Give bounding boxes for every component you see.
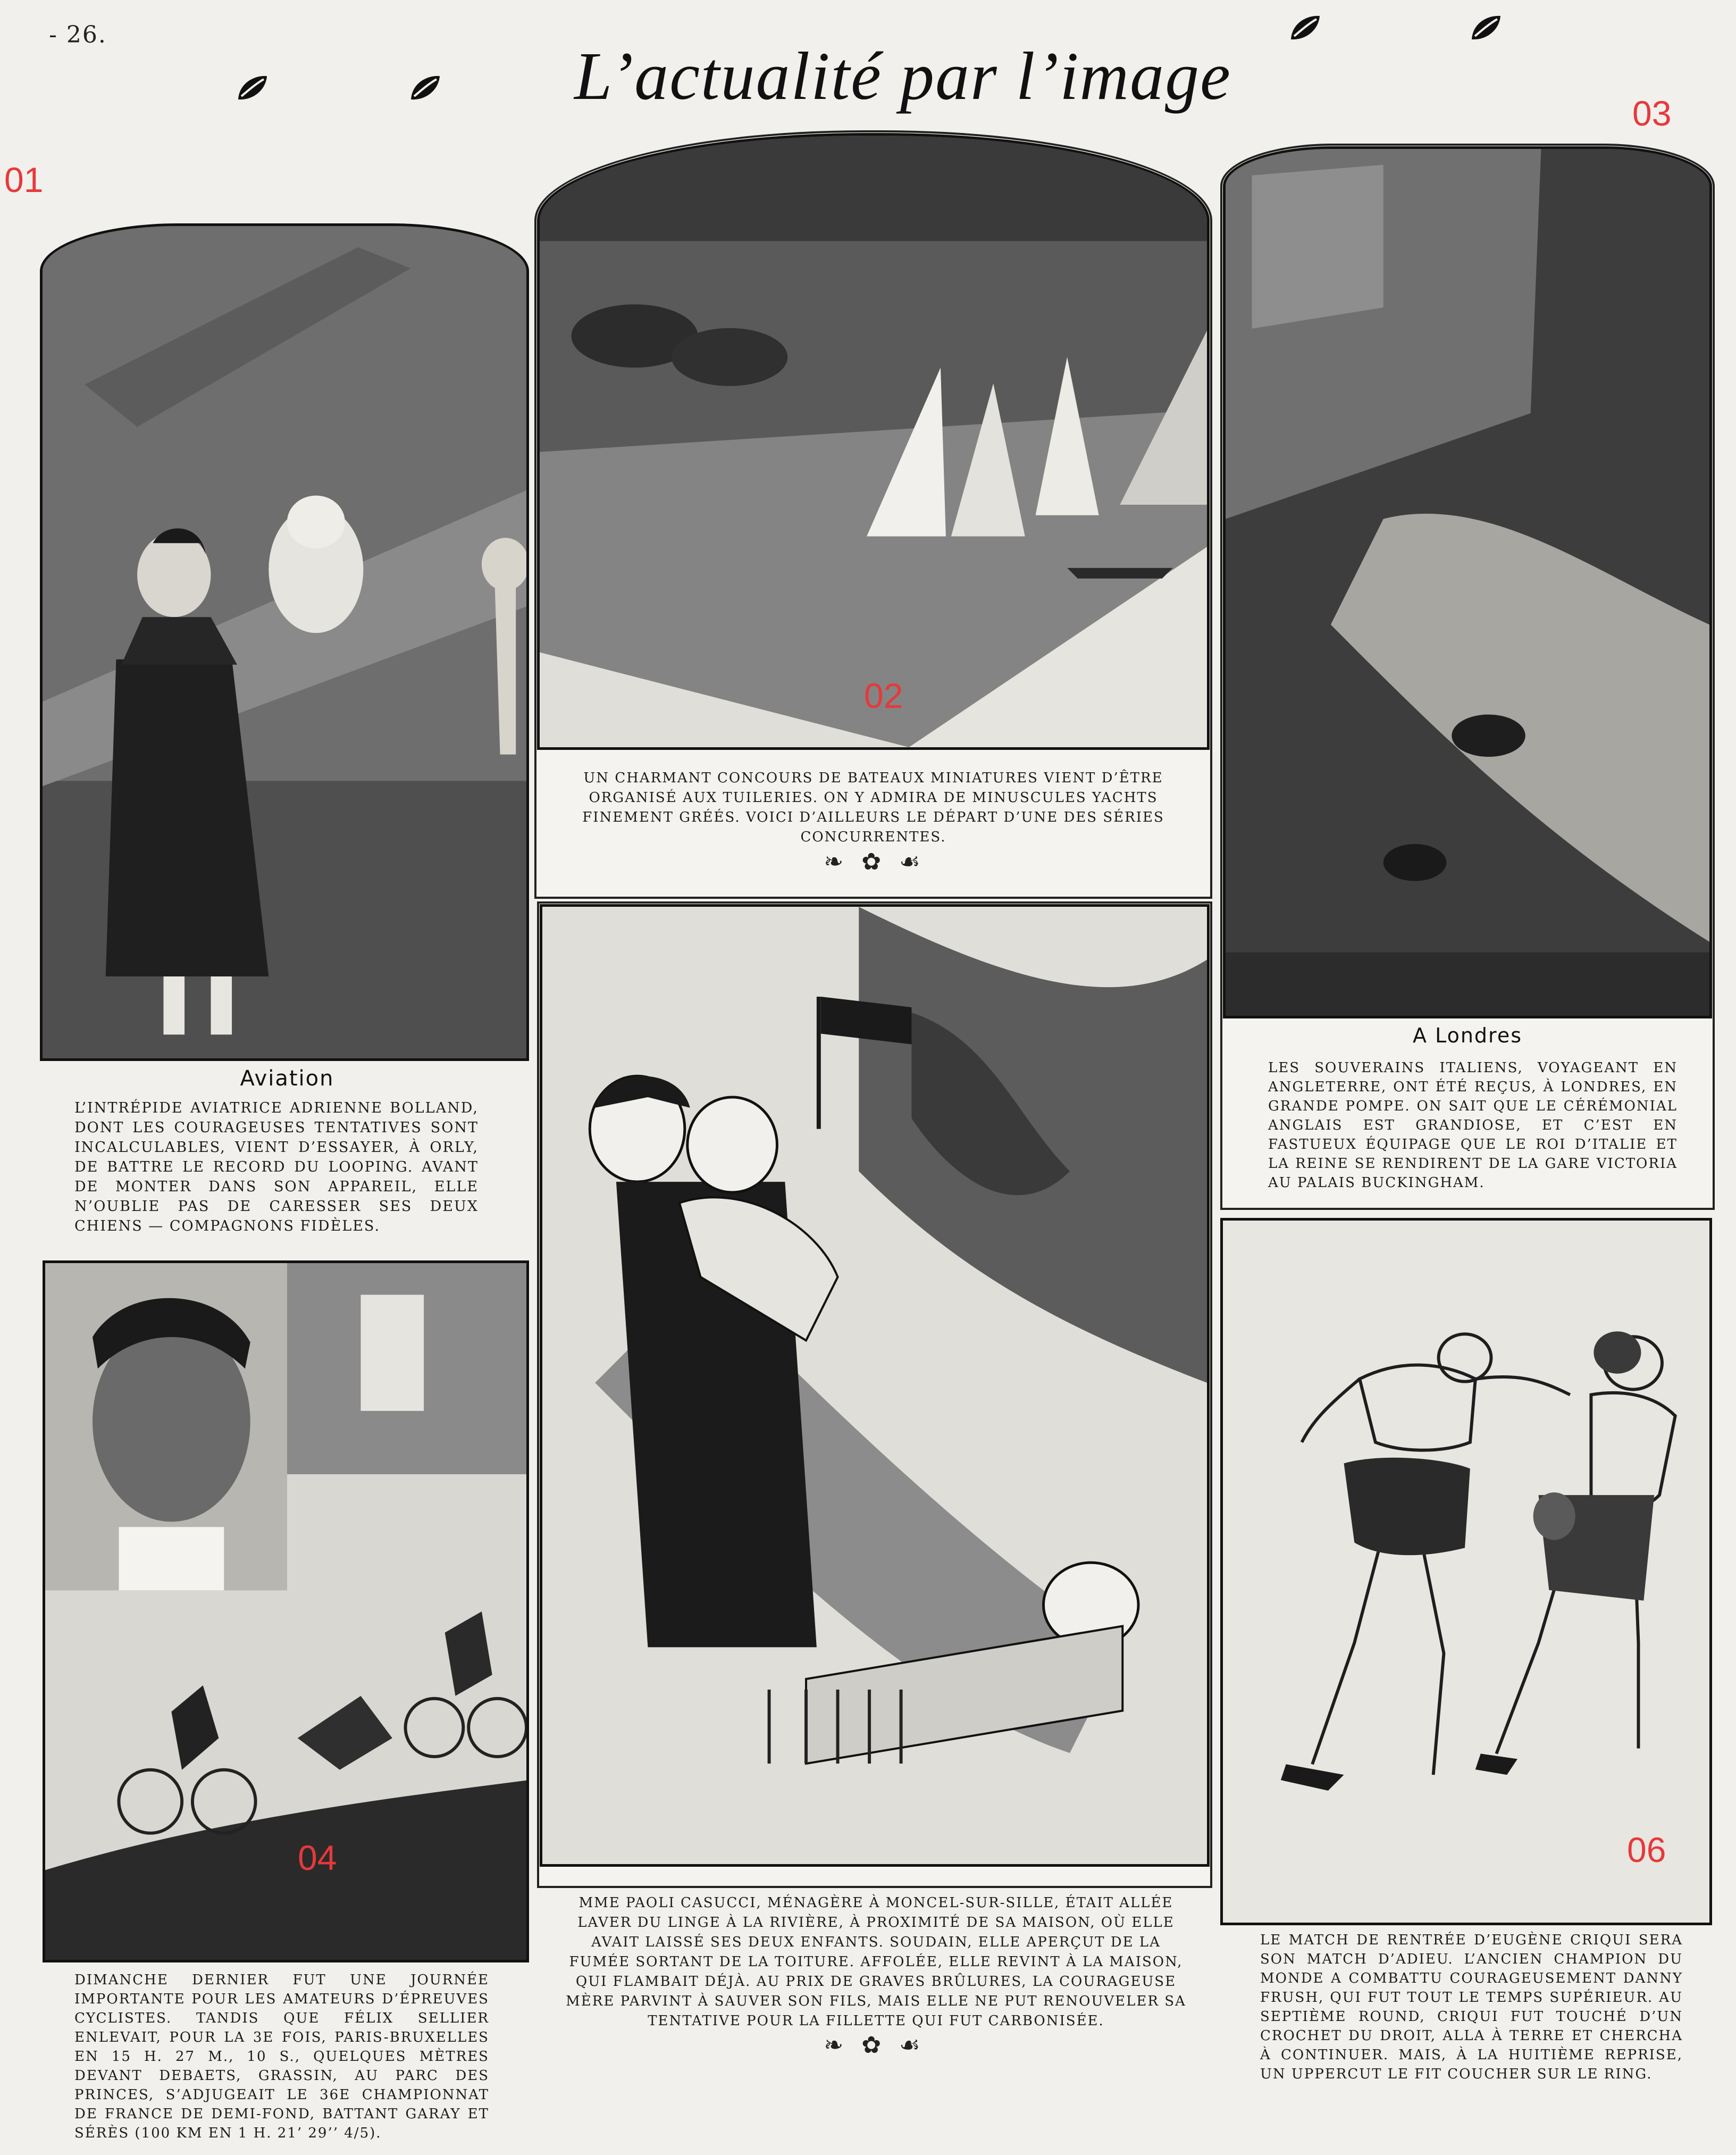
panel-label: 04 [298, 1838, 337, 1877]
panel-caption: DIMANCHE DERNIER FUT UNE JOURNÉE IMPORTANTE POUR LES AMATEURS D’ÉPREUVES CYCLISTES. TANDIS QUE FÉLIX SELLIER ENLEVAIT, POUR LA 3E FOIS, PARIS-BRUXELLES EN 15 H. 27 M., 10 S., QUELQUES MÈTRES DEVANT DEBAETS, GRASSIN, AU PARC DES PRINCES, S’ADJUGEAIT LE 36E CHAMPIONNAT DE FRANCE DE DEMI-FOND, BATTANT GARAY ET SÉRÈS (100 KM EN 1 H. 21’ 29’’ 4/5). [74, 1972, 489, 2141]
panel-caption: UN CHARMANT CONCOURS DE BATEAUX MINIATURES VIENT D’ÊTRE ORGANISÉ AUX TUILERIES. ON Y ADMIRA DE MINUSCULES YACHTS FINEMENT GRÉÉS. VOICI D’AILLEURS LE DÉPART D’UNE DES SÉRIES CONCURRENTES. [582, 770, 1164, 845]
panel-caption: LES SOUVERAINS ITALIENS, VOYAGEANT EN ANGLETERRE, ONT ÉTÉ REÇUS, À LONDRES, EN GRANDE POMPE. ON SAIT QUE LE CÉRÉMONIAL ANGLAIS EST GRANDIOSE, ET C’EST EN FASTUEUX ÉQUIPAGE QUE LE ROI D’ITALIE ET LA REINE SE RENDIRENT DE LA GARE VICTORIA AU PALAIS BUCKINGHAM. [1268, 1060, 1678, 1191]
fleuron-ornament: ❧ ✿ ☙ [824, 2032, 926, 2059]
panel-label: 03 [1632, 94, 1672, 133]
panel-caption: LE MATCH DE RENTRÉE D’EUGÈNE CRIQUI SERA SON MATCH D’ADIEU. L’ANCIEN CHAMPION DU MONDE A COMBATTU COURAGEUSEMENT DANNY FRUSH, QUI FUT TOUT LE TEMPS SUPÉRIEUR. AU SEPTIÈME ROUND, CRIQUI FUT TOUCHÉ D’UN CROCHET DU DROIT, ALLA À TERRE ET CHERCHA À CONTINUER. MAIS, À LA HUITIÈME REPRISE, UN UPPERCUT LE FIT COUCHER SUR LE RING. [1260, 1932, 1683, 2082]
boxing-sketch-illustration [1220, 1218, 1712, 1925]
page-title: L’actualité par l’image [574, 38, 1231, 114]
panel-caption: L’INTRÉPIDE AVIATRICE ADRIENNE BOLLAND, DONT LES COURAGEUSES TENTATIVES SONT INCALCULABLES, VIENT D’ESSAYER, À ORLY, DE BATTRE LE RECORD DU LOOPING. AVANT DE MONTER DANS SON APPAREIL, ELLE N’OUBLIE PAS DE CARESSER SES DEUX CHIENS — COMPAGNONS FIDÈLES. [74, 1100, 479, 1234]
leaf-ornament-icon [1287, 12, 1324, 44]
leaf-ornament-icon [1467, 12, 1505, 44]
cycling-photo [43, 1260, 529, 1962]
page-number: - 26. [49, 21, 107, 48]
panel-heading: A Londres [1413, 1024, 1522, 1047]
aviation-photo [40, 223, 529, 1061]
yachts-photo [537, 133, 1210, 750]
panel-caption: MME PAOLI CASUCCI, MÉNAGÈRE À MONCEL-SUR-SILLE, ÉTAIT ALLÉE LAVER DU LINGE À LA RIVIÈRE, À PROXIMITÉ DE SA MAISON, OÙ ELLE AVAIT LAISSÉ SES DEUX ENFANTS. SOUDAIN, ELLE APERÇUT DE LA FUMÉE SORTANT DE LA TOITURE. AFFOLÉE, ELLE REVINT À LA MAISON, QUI FLAMBAIT DÉJÀ. AU PRIX DE GRAVES BRÛLURES, LA COURAGEUSE MÈRE PARVINT À SAUVER SON FILS, MAIS ELLE NE PUT RENOUVELER SA TENTATIVE POUR LA FILLETTE QUI FUT CARBONISÉE. [566, 1895, 1186, 2029]
panel-label: 06 [1627, 1830, 1666, 1869]
leaf-ornament-icon [234, 72, 271, 104]
panel-label: 02 [864, 676, 903, 715]
panel-heading: Aviation [240, 1066, 334, 1091]
leaf-ornament-icon [407, 72, 444, 104]
panel-label: 01 [4, 160, 44, 199]
fire-rescue-illustration [540, 904, 1210, 1867]
fleuron-ornament: ❧ ✿ ☙ [824, 848, 926, 875]
london-procession-photo [1223, 146, 1712, 1018]
